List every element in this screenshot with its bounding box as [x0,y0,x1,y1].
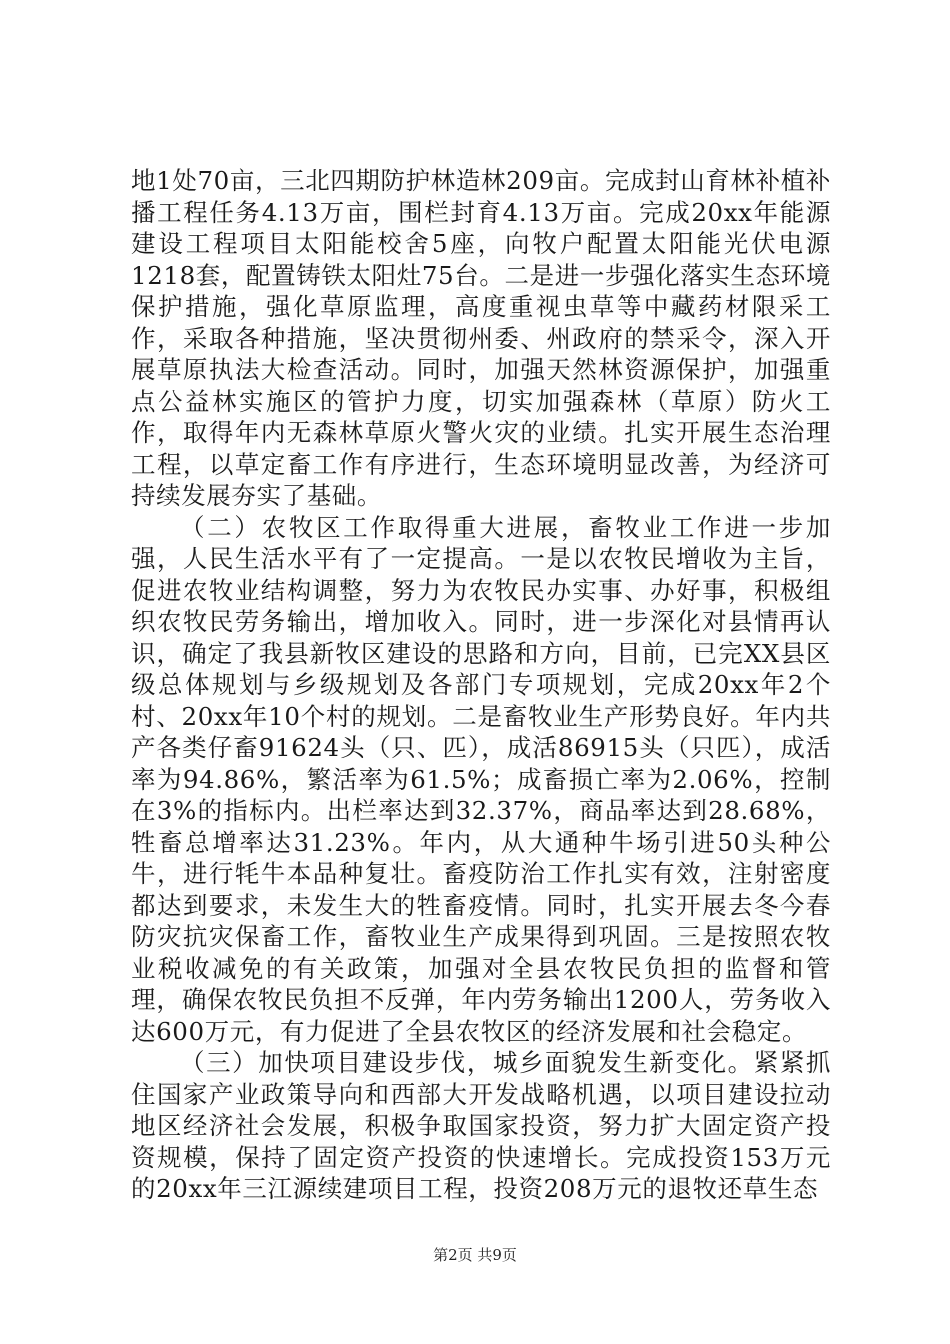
page-footer: 第2页 共9页 [433,1246,517,1264]
paragraph-continued: 地1处70亩，三北四期防护林造林209亩。完成封山育林补植补播工程任务4.13万亩，围栏封育4.13万亩。完成20xx年能源建设工程项目太阳能校舍5座，向牧户配置太阳能光伏电源1218套，配置铸铁太阳灶75台。二是进一步强化落实生态环境保护措施，强化草原监理，高度重视虫草等中藏药材限采工作，采取各种措施，坚决贯彻州委、州政府的禁采令，深入开展草原执法大检查活动。同时，加强天然林资源保护，加强重点公益林实施区的管护力度，切实加强森林（草原）防火工作，取得年内无森林草原火警火灾的业绩。扎实开展生态治理工程，以草定畜工作有序进行，生态环境明显改善，为经济可持续发展夯实了基础。 [131,166,831,510]
paragraph-section-2: （二）农牧区工作取得重大进展，畜牧业工作进一步加强，人民生活水平有了一定提高。一是以农牧民增收为主旨，促进农牧业结构调整，努力为农牧民办实事、办好事，积极组织农牧民劳务输出，增加收入。同时，进一步深化对县情再认识，确定了我县新牧区建设的思路和方向，目前，已完XX县区级总体规划与乡级规划及各部门专项规划，完成20xx年2个村、20xx年10个村的规划。二是畜牧业生产形势良好。年内共产各类仔畜91624头（只、匹），成活86915头（只匹），成活率为94.86%，繁活率为61.5%；成畜损亡率为2.06%，控制在3%的指标内。出栏率达到32.37%，商品率达到28.68%，牲畜总增率达31.23%。年内，从大通种牛场引进50头种公牛，进行牦牛本品种复壮。畜疫防治工作扎实有效，注射密度都达到要求，未发生大的牲畜疫情。同时，扎实开展去冬今春防灾抗灾保畜工作，畜牧业生产成果得到巩固。三是按照农牧业税收减免的有关政策，加强对全县农牧民负担的监督和管理，确保农牧民负担不反弹，年内劳务输出1200人，劳务收入达600万元，有力促进了全县农牧区的经济发展和社会稳定。 [131,512,831,1046]
paragraph-section-3: （三）加快项目建设步伐，城乡面貌发生新变化。紧紧抓住国家产业政策导向和西部大开发战略机遇，以项目建设拉动地区经济社会发展，积极争取国家投资，努力扩大固定资产投资规模，保持了固定资产投资的快速增长。完成投资153万元的20xx年三江源续建项目工程，投资208万元的退牧还草生态 [131,1048,831,1203]
document-body [131,165,831,1205]
